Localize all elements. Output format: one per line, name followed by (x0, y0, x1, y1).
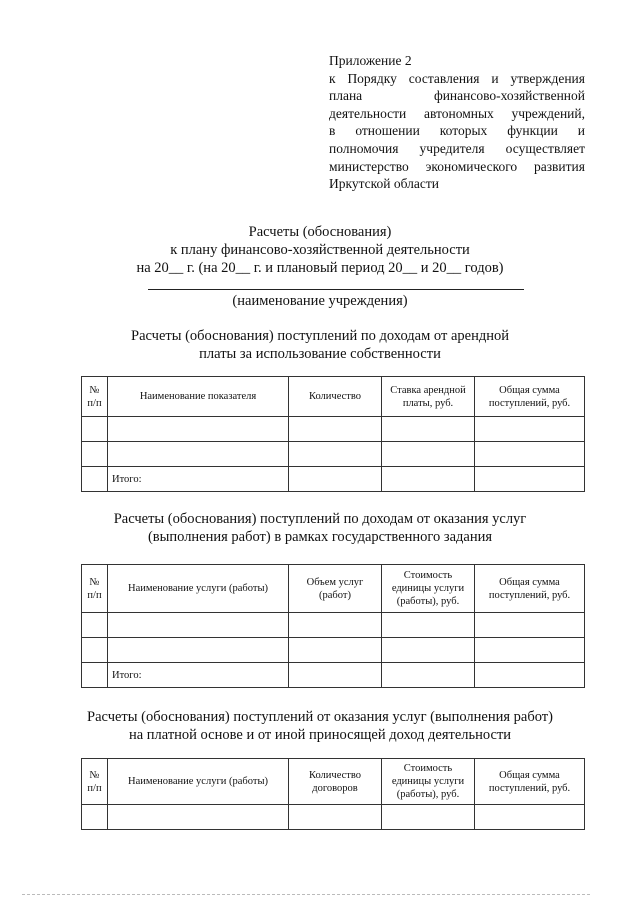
document-subtitle: к плану финансово-хозяйственной деятельности (170, 242, 470, 258)
table-row (82, 417, 585, 442)
table-row (82, 613, 585, 638)
col-header-quantity: Количество (289, 377, 382, 417)
col-header-contracts: Количество договоров (289, 759, 382, 805)
section3-heading: на платной основе и от иной приносящей доход деятельности (128, 727, 512, 743)
col-header-total: Общая сумма поступлений, руб. (475, 759, 585, 805)
appendix-line: деятельности автономных учреждений, (329, 105, 585, 121)
appendix-line: министерство экономического развития (329, 158, 585, 174)
total-label: Итого: (108, 663, 289, 688)
col-header-unit-cost: Стоимость единицы услуги (работы), руб. (382, 759, 475, 805)
appendix-line: Иркутской области (329, 176, 440, 192)
section2-heading: (выполнения работ) в рамках государственного задания (147, 529, 493, 545)
appendix-line: плана финансово-хозяйственной (329, 88, 585, 104)
table-header-row (82, 377, 585, 417)
appendix-block (329, 52, 585, 193)
section2-heading: Расчеты (обоснования) поступлений по доходам от оказания услуг (113, 511, 527, 527)
table-row (82, 442, 585, 467)
col-header-total: Общая сумма поступлений, руб. (475, 377, 585, 417)
section1-heading: платы за использование собственности (199, 346, 441, 362)
section1-heading: Расчеты (обоснования) поступлений по доходам от арендной (131, 328, 509, 344)
table-total-row (82, 663, 585, 688)
appendix-line: к Порядку составления и утверждения (329, 70, 585, 86)
table-total-row (82, 467, 585, 492)
col-header-rate: Ставка арендной платы, руб. (382, 377, 475, 417)
col-header-number: № п/п (82, 377, 108, 417)
table-row (82, 805, 585, 830)
table-header-row (82, 759, 585, 805)
col-header-service: Наименование услуги (работы) (108, 565, 289, 613)
document-period: на 20__ г. (на 20__ г. и плановый период 20__ и 20__ годов) (136, 260, 504, 276)
appendix-line: Приложение 2 (329, 53, 412, 68)
page-footer-divider (22, 894, 590, 895)
appendix-line: в отношении которых функции и (329, 123, 585, 139)
institution-caption: (наименование учреждения) (232, 293, 408, 309)
table-row (82, 638, 585, 663)
institution-name-line (148, 289, 524, 290)
section3-heading: Расчеты (обоснования) поступлений от оказания услуг (выполнения работ) (87, 709, 553, 725)
col-header-number: № п/п (82, 759, 108, 805)
col-header-number: № п/п (82, 565, 108, 613)
col-header-unit-cost: Стоимость единицы услуги (работы), руб. (382, 565, 475, 613)
table-header-row (82, 565, 585, 613)
document-title: Расчеты (обоснования) (248, 224, 392, 240)
col-header-indicator: Наименование показателя (108, 377, 289, 417)
col-header-total: Общая сумма поступлений, руб. (475, 565, 585, 613)
col-header-volume: Объем услуг (работ) (289, 565, 382, 613)
col-header-service: Наименование услуги (работы) (108, 759, 289, 805)
total-label: Итого: (108, 467, 289, 492)
paid-services-income-table (81, 758, 585, 830)
state-task-income-table (81, 564, 585, 688)
appendix-line: полномочия учредителя осуществляет (329, 140, 585, 156)
rent-income-table (81, 376, 585, 492)
